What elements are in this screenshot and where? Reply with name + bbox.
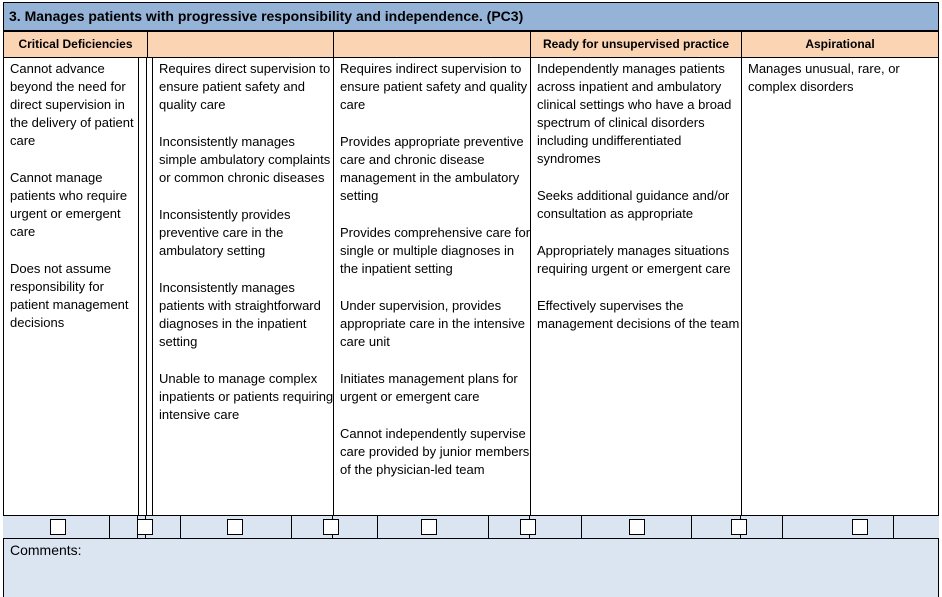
criterion-text: Unable to manage complex inpatients or patients requiring intensive care: [159, 371, 334, 422]
criterion-text: Requires indirect supervision to ensure patient safety and quality care: [340, 61, 528, 112]
milestone-checkbox[interactable]: [629, 519, 645, 535]
milestone-checkbox[interactable]: [852, 519, 868, 535]
criterion-text: Provides appropriate preventive care and chronic disease management in the ambulatory setting: [340, 134, 524, 203]
column-level-3: [333, 58, 531, 515]
criterion-text: Under supervision, provides appropriate care in the intensive care unit: [340, 298, 526, 349]
comments-label: Comments:: [10, 542, 82, 558]
criterion-text: Inconsistently manages patients with straightforward diagnoses in the inpatient setting: [159, 280, 321, 349]
criterion-text: Inconsistently manages simple ambulatory complaints or common chronic diseases: [159, 134, 331, 185]
criterion-text: Provides comprehensive care for single or multiple diagnoses in the inpatient setting: [340, 225, 531, 276]
criterion-text: Requires direct supervision to ensure patient safety and quality care: [159, 61, 331, 112]
milestone-checkbox[interactable]: [50, 519, 66, 535]
header-aspirational: Aspirational: [741, 31, 939, 58]
milestone-checkbox[interactable]: [137, 519, 153, 535]
criterion-text: Cannot manage patients who require urgent or emergent care: [10, 170, 128, 239]
header-level-2: [147, 31, 334, 58]
criterion-text: Cannot advance beyond the need for direct supervision in the delivery of patient care: [10, 61, 134, 148]
header-critical-deficiencies: Critical Deficiencies: [3, 31, 148, 58]
criterion-text: Inconsistently provides preventive care in the ambulatory setting: [159, 207, 291, 258]
milestone-checkbox[interactable]: [421, 519, 437, 535]
criterion-text: Manages unusual, rare, or complex disorders: [748, 61, 900, 94]
milestone-title: 3. Manages patients with progressive responsibility and independence. (PC3): [3, 2, 939, 31]
column-ready-unsupervised: [530, 58, 741, 515]
column-level-2: [152, 58, 334, 515]
criterion-text: Independently manages patients across inpatient and ambulatory clinical settings who have a broad spectrum of clinical disorders including undifferentiated syndromes: [537, 61, 732, 166]
column-divider: [146, 58, 147, 515]
milestone-checkbox[interactable]: [731, 519, 747, 535]
column-aspirational: [741, 58, 939, 515]
milestone-checkbox[interactable]: [323, 519, 339, 535]
comments-field[interactable]: [3, 539, 939, 597]
header-level-3: [333, 31, 531, 58]
header-ready-unsupervised: Ready for unsupervised practice: [530, 31, 742, 58]
checkbox-row: [3, 515, 939, 539]
criterion-text: Seeks additional guidance and/or consultation as appropriate: [537, 188, 730, 221]
criterion-text: Initiates management plans for urgent or emergent care: [340, 371, 518, 404]
column-divider: [138, 58, 139, 515]
criterion-text: Effectively supervises the management decisions of the team: [537, 298, 740, 331]
column-critical-deficiencies: [4, 58, 138, 515]
milestone-checkbox[interactable]: [520, 519, 536, 535]
criterion-text: Does not assume responsibility for patient management decisions: [10, 261, 129, 330]
criterion-text: Cannot independently supervise care provided by junior members of the physician-led team: [340, 426, 530, 477]
milestone-checkbox[interactable]: [227, 519, 243, 535]
criterion-text: Appropriately manages situations requiring urgent or emergent care: [537, 243, 731, 276]
